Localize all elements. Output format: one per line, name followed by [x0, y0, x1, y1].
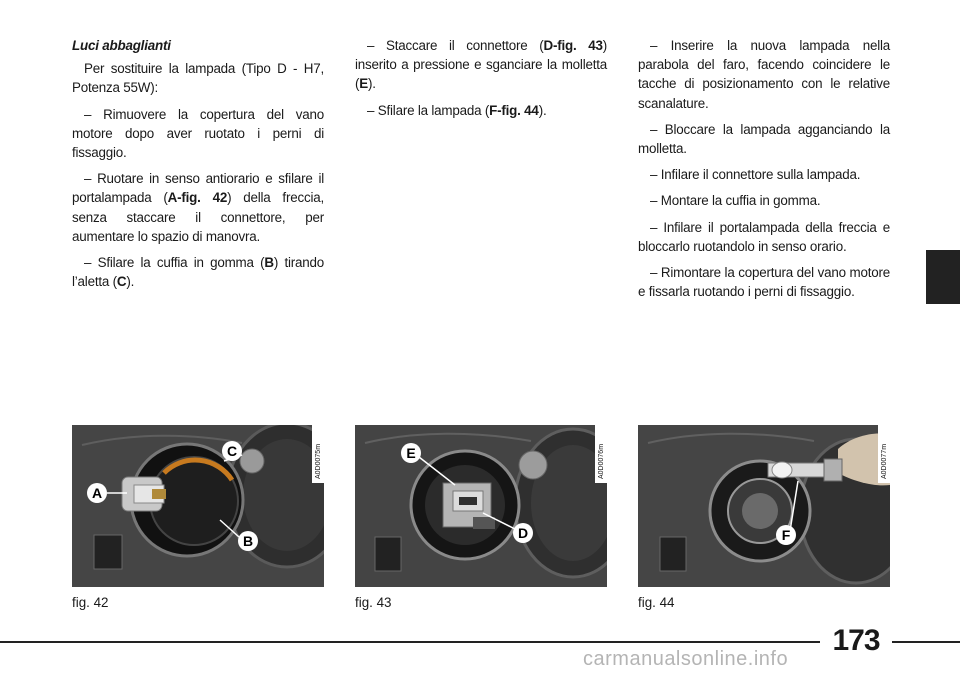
paragraph: – Inserire la nuova lampada nella parabola del faro, facendo coincidere le tacche di posizionamento con le relative scanalature. — [638, 38, 890, 111]
figure-42-photo — [72, 425, 324, 587]
paragraph: – Sfilare la cuffia in gomma (B) tirando l’aletta (C). — [72, 255, 324, 290]
section-heading: Luci abbaglianti — [72, 38, 171, 53]
paragraph: – Staccare il connettore (D-fig. 43) inserito a pressione e sganciare la molletta (E). — [355, 38, 607, 92]
figure-code: A0D0076m — [598, 443, 605, 479]
svg-text:C: C — [226, 443, 238, 459]
paragraph: – Infilare il portalampada della freccia e bloccarlo ruotandolo in senso orario. — [638, 219, 890, 254]
figure-43-photo — [355, 425, 607, 587]
watermark: carmanualsonline.info — [583, 648, 789, 670]
paragraph: – Sfilare la lampada (F-fig. 44). — [367, 102, 547, 118]
figure-44-caption: fig. 44 — [638, 595, 675, 610]
figure-code: A0D0077m — [881, 443, 888, 479]
svg-text:B: B — [242, 533, 254, 549]
page-number: 173 — [820, 622, 892, 660]
text-column-1 — [72, 36, 324, 298]
paragraph: – Infilare il connettore sulla lampada. — [650, 167, 861, 183]
svg-text:F: F — [781, 527, 791, 543]
figure-42-caption: fig. 42 — [72, 595, 109, 610]
paragraph: – Bloccare la lampada agganciando la molletta. — [638, 121, 890, 157]
figure-reference: F-fig. 44 — [489, 102, 539, 118]
callout-b — [238, 531, 258, 551]
svg-text:D: D — [517, 525, 529, 541]
paragraph: – Rimontare la copertura del vano motore e fissarla ruotando i perni di fissaggio. — [638, 265, 890, 300]
callout-c — [222, 441, 242, 461]
text-column-3 — [638, 36, 890, 308]
part-reference: B — [264, 255, 274, 271]
part-reference: E — [359, 76, 368, 92]
footer-rule — [0, 641, 960, 643]
paragraph: – Montare la cuffia in gomma. — [650, 193, 821, 209]
svg-text:E: E — [406, 445, 416, 461]
callout-f — [776, 525, 796, 545]
figure-reference: A-fig. 42 — [167, 190, 228, 206]
figure-44-photo — [638, 425, 890, 587]
figure-code: A0D0075m — [315, 443, 322, 479]
paragraph: Per sostituire la lampada (Tipo D - H7, Potenza 55W): — [72, 61, 324, 96]
figure-reference: D-fig. 43 — [543, 38, 603, 53]
part-reference: C — [116, 274, 127, 290]
callout-a — [87, 483, 107, 503]
callout-d — [513, 523, 533, 543]
section-thumb-tab — [926, 250, 960, 304]
text-column-2 — [355, 36, 607, 127]
paragraph: – Rimuovere la copertura del vano motore dopo aver ruotato i perni di fissaggio. — [72, 106, 324, 161]
svg-text:A: A — [91, 485, 103, 501]
paragraph: – Ruotare in senso antiorario e sfilare il portalampada (A-fig. 42) della freccia, senza staccare il connettore, per aumentare lo spazio di manovra. — [72, 171, 324, 244]
callout-e — [401, 443, 421, 463]
figure-43-caption: fig. 43 — [355, 595, 392, 610]
